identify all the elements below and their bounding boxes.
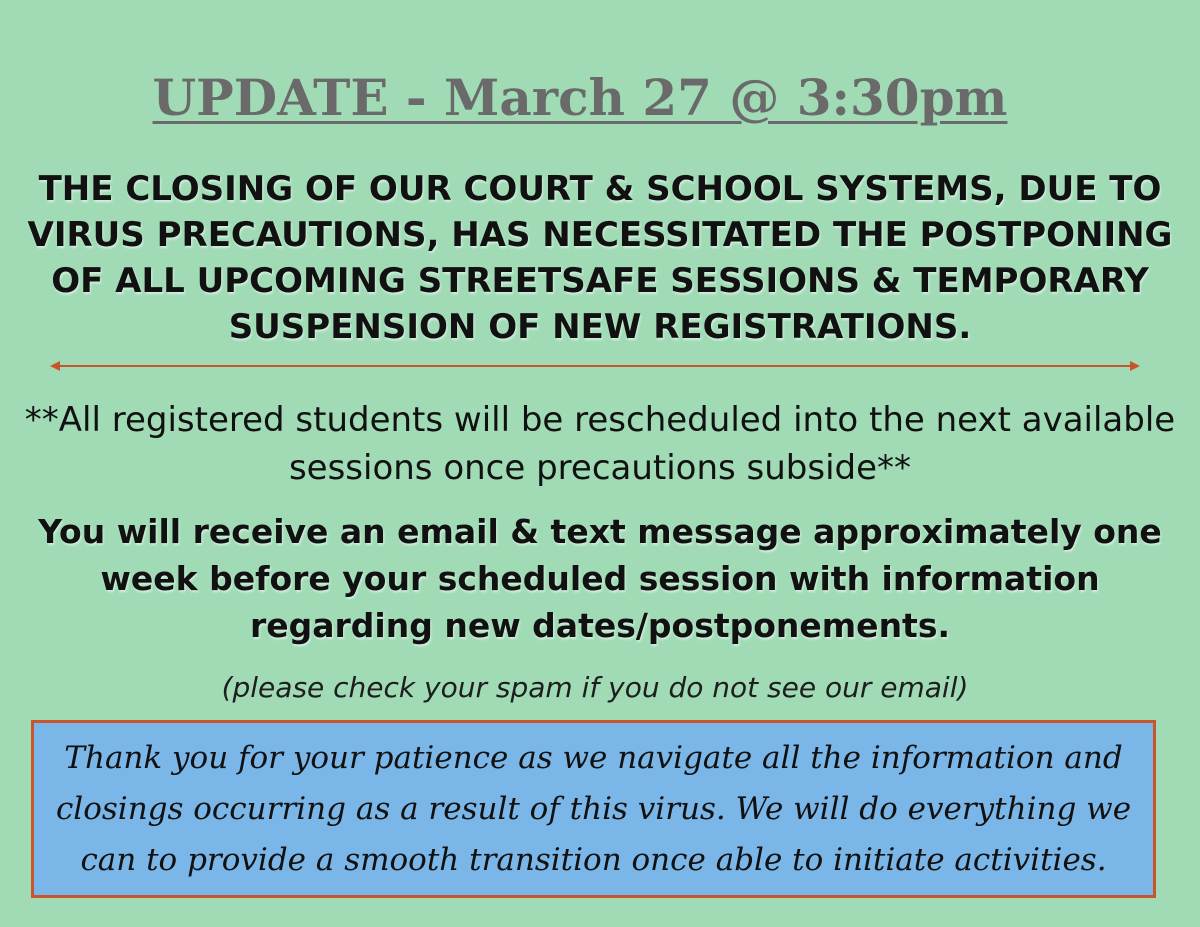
closing-headline: THE CLOSING OF OUR COURT & SCHOOL SYSTEMS, DUE TO VIRUS PRECAUTIONS, HAS NECESSITATED THE POSTPONING OF ALL UPCOMING STREETSAFE SESSIONS & TEMPORARY SUSPENSION OF NEW REGISTRATIONS. <box>27 169 1173 347</box>
thank-you-box <box>31 720 1156 898</box>
reschedule-note: **All registered students will be rescheduled into the next available sessions once precautions subside** <box>24 400 1176 488</box>
spam-note: (please check your spam if you do not see our email) <box>221 671 969 704</box>
email-notice: You will receive an email & text message approximately one week before your scheduled session with information regarding new dates/postponements. <box>38 512 1162 645</box>
update-title: UPDATE - March 27 @ 3:30pm <box>152 68 1008 127</box>
left-arrowhead <box>50 361 60 371</box>
double-arrow-divider <box>50 359 1140 373</box>
thank-you-message: Thank you for your patience as we navigate all the information and closings occurring as a result of this virus. We will do everything we can to provide a smooth transition once able to initiate activities. <box>55 740 1132 878</box>
right-arrowhead <box>1130 361 1140 371</box>
